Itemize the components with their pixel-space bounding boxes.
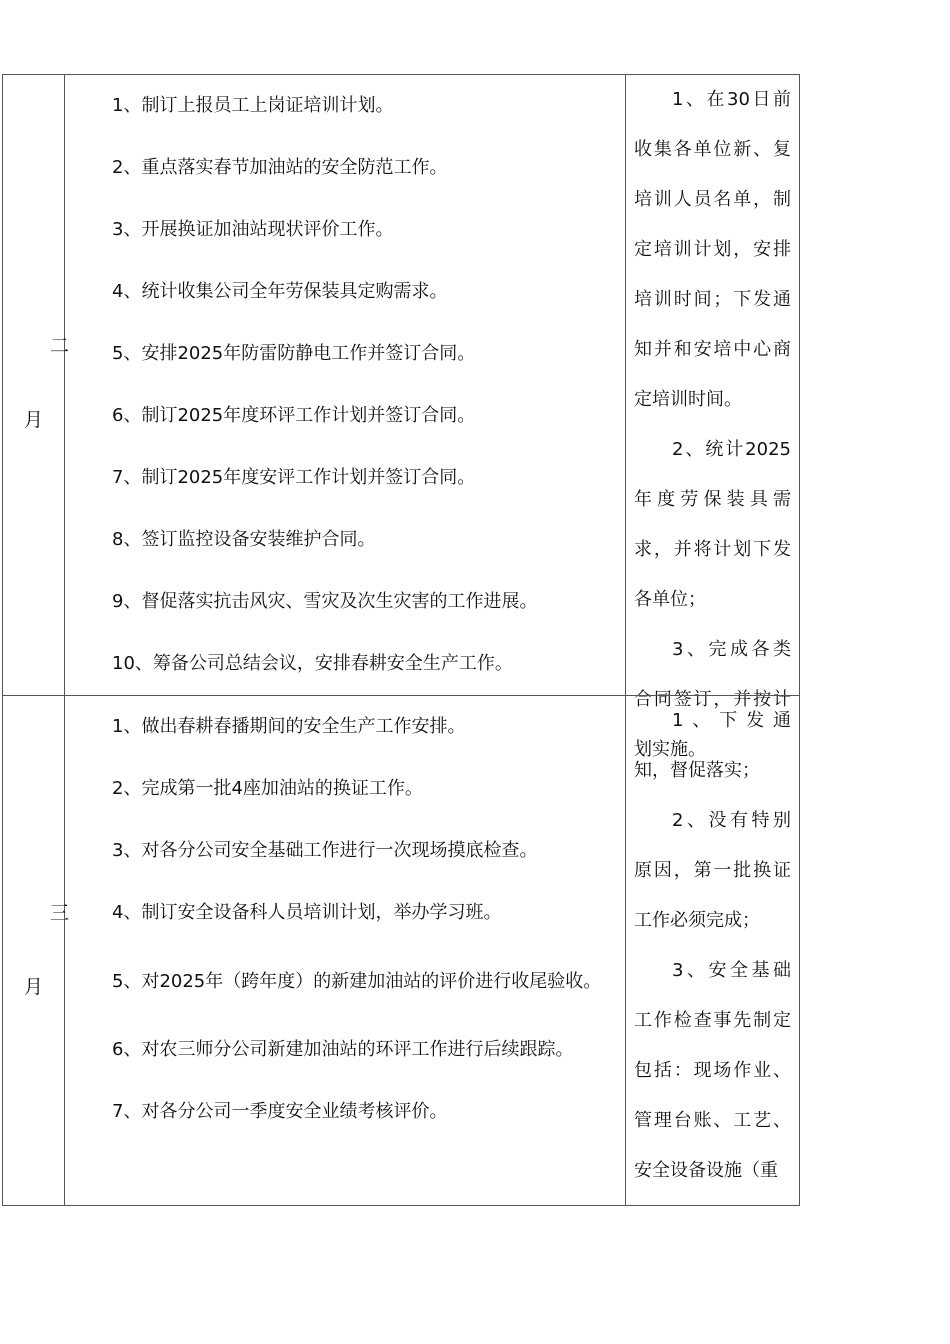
note-paragraph: 1、下发通知，督促落实； [634,710,791,781]
notes-column [626,696,799,1205]
task-item: 5、安排2025年防雷防静电工作并签订合同。 [112,343,476,364]
note-paragraph: 3、完成各类合同签订，并按计划实施。 [634,639,791,760]
task-list [65,75,625,695]
task-item: 3、开展换证加油站现状评价工作。 [112,219,394,240]
month-char: 三 [50,902,70,924]
task-item: 7、制订2025年度安评工作计划并签订合同。 [112,467,476,488]
note-paragraph: 2、没有特别原因，第一批换证工作必须完成； [634,810,791,931]
month-char: 二 [50,335,70,357]
task-item: 1、制订上报员工上岗证培训计划。 [112,95,394,116]
task-item: 6、制订2025年度环评工作计划并签订合同。 [112,405,476,426]
task-item: 3、对各分公司安全基础工作进行一次现场摸底检查。 [112,840,538,861]
task-item: 7、对各分公司一季度安全业绩考核评价。 [112,1101,448,1122]
task-item: 1、做出春耕春播期间的安全生产工作安排。 [112,716,466,737]
task-item: 2、完成第一批4座加油站的换证工作。 [112,778,423,799]
task-item: 10、筹备公司总结会议，安排春耕安全生产工作。 [112,653,513,674]
month-char: 月 [24,976,44,998]
task-item: 2、重点落实春节加油站的安全防范工作。 [112,157,448,178]
task-item: 9、督促落实抗击风灾、雪灾及次生灾害的工作进展。 [112,591,538,612]
task-item: 5、对2025年（跨年度）的新建加油站的评价进行收尾验收。 [112,971,602,992]
task-item: 4、制订安全设备科人员培训计划，举办学习班。 [112,902,502,923]
month-char: 月 [24,409,44,431]
note-paragraph: 3、安全基础工作检查事先制定包括：现场作业、管理台账、工艺、安全设备设施（重 [634,960,791,1181]
schedule-row-march [2,695,800,1206]
note-paragraph: 1、在30日前收集各单位新、复培训人员名单，制定培训计划，安排培训时间；下发通知并和安培中心商定培训时间。 [634,89,791,410]
task-item: 6、对农三师分公司新建加油站的环评工作进行后续跟踪。 [112,1039,574,1060]
task-list [65,696,625,1205]
task-item: 8、签订监控设备安装维护合同。 [112,529,376,550]
task-item: 4、统计收集公司全年劳保装具定购需求。 [112,281,448,302]
note-paragraph: 2、统计2025年度劳保装具需求，并将计划下发各单位； [634,439,791,610]
